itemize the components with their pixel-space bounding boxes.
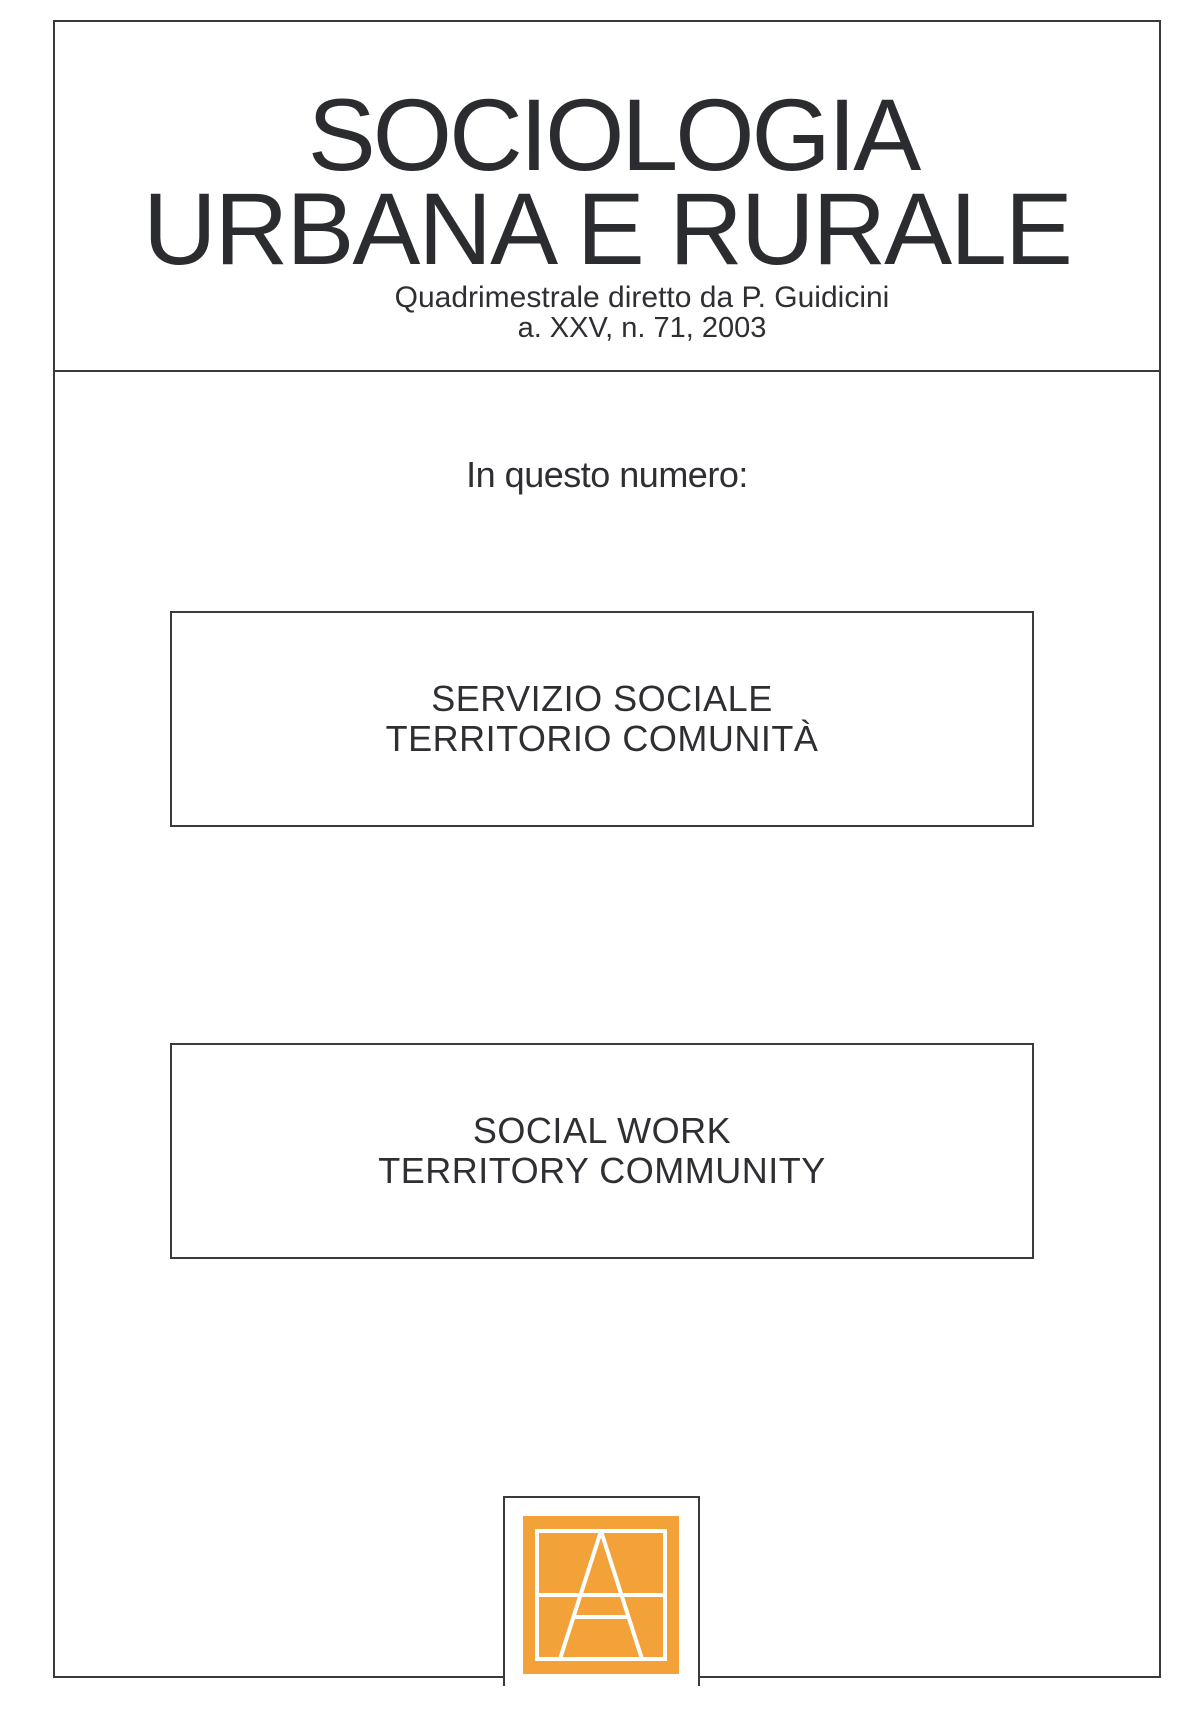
publisher-logo-icon [523, 1516, 679, 1674]
issue-info: a. XXV, n. 71, 2003 [517, 312, 767, 344]
topic-box-english [170, 1043, 1034, 1259]
journal-title-line-2: URBANA E RURALE [143, 172, 1071, 286]
journal-director-subtitle: Quadrimestrale diretto da P. Guidicini [394, 281, 890, 314]
topic-box-italian [170, 611, 1034, 827]
in-this-issue-heading: In questo numero: [466, 454, 748, 495]
topic-italian-line-1: SERVIZIO SOCIALE [431, 678, 773, 719]
journal-title-line-1: SOCIOLOGIA [307, 78, 919, 192]
topic-english-line-2: TERRITORY COMMUNITY [378, 1150, 826, 1191]
topic-english-line-1: SOCIAL WORK [472, 1110, 732, 1151]
topic-italian-line-2: TERRITORIO COMUNITÀ [385, 718, 819, 759]
header-divider [53, 370, 1161, 372]
